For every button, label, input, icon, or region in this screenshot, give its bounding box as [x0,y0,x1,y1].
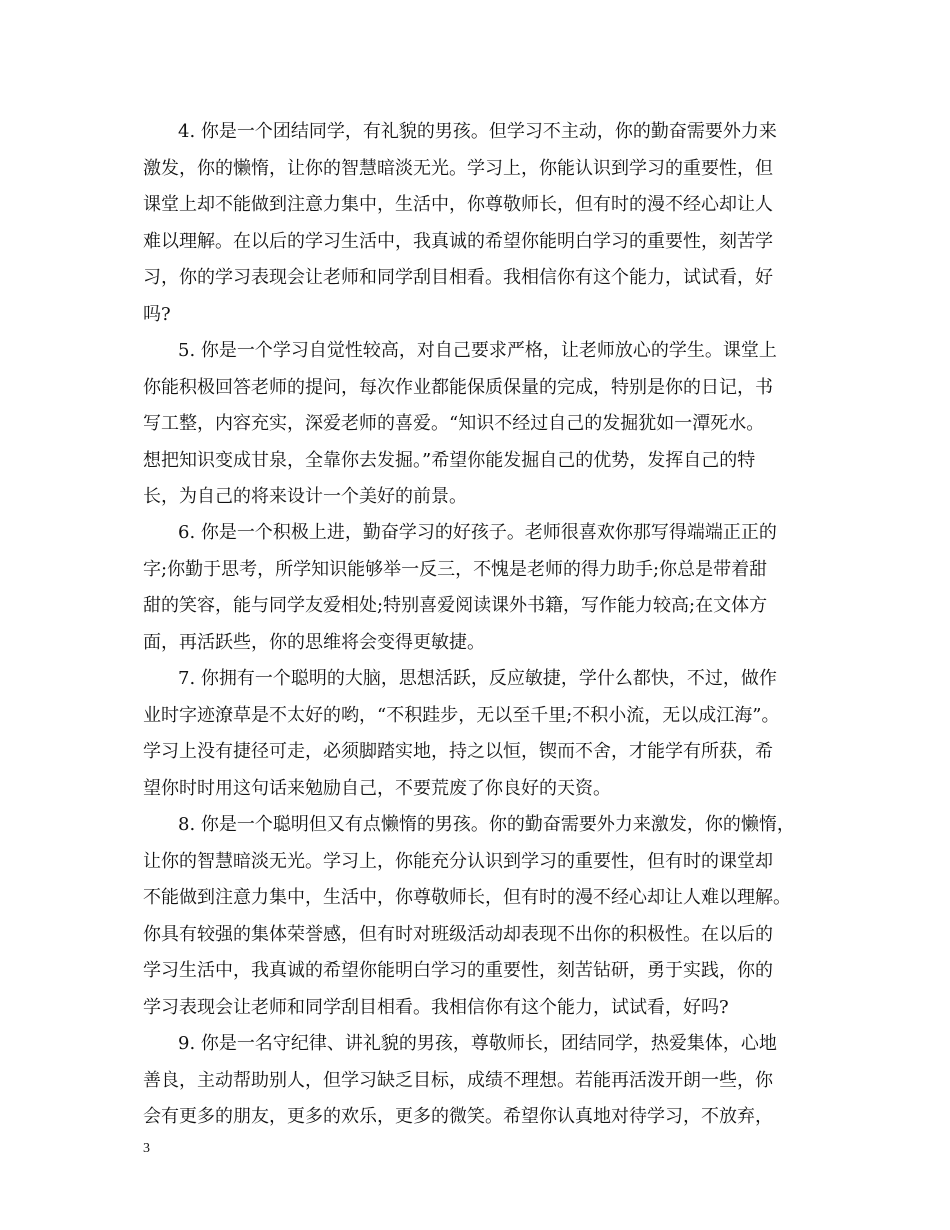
paragraph-line: 5. 你是一个学习自觉性较高，对自己要求严格，让老师放心的学生。课堂上 [178,340,777,361]
paragraph-line: 7. 你拥有一个聪明的大脑，思想活跃，反应敏捷，学什么都快，不过，做作 [178,668,777,689]
paragraph-line: 8. 你是一个聪明但又有点懒惰的男孩。你的勤奋需要外力来激发，你的懒惰， [178,814,795,835]
paragraph-line: 9. 你是一名守纪律、讲礼貌的男孩，尊敬师长，团结同学，热爱集体，心地 [178,1033,777,1054]
paragraph-line: 善良，主动帮助别人，但学习缺乏目标，成绩不理想。若能再活泼开朗一些，你 [143,1070,773,1091]
paragraph-line: 学习上没有捷径可走，必须脚踏实地，持之以恒，锲而不舍，才能学有所获，希 [143,741,773,762]
paragraph-line: 长，为自己的将来设计一个美好的前景。 [143,486,467,507]
paragraph-line: 4. 你是一个团结同学，有礼貌的男孩。但学习不主动，你的勤奋需要外力来 [178,121,777,142]
paragraph-line: 业时字迹潦草是不太好的哟，“不积跬步，无以至千里;不积小流，无以成江海”。 [143,705,780,726]
paragraph-line: 望你时时用这句话来勉励自己，不要荒废了你良好的天资。 [143,778,611,799]
paragraph-line: 学习表现会让老师和同学刮目相看。我相信你有这个能力，试试看，好吗? [143,997,729,1018]
paragraph-line: 面，再活跃些，你的思维将会变得更敏捷。 [143,632,485,653]
paragraph-line: 习，你的学习表现会让老师和同学刮目相看。我相信你有这个能力，试试看，好 [143,267,773,288]
paragraph-line: 你具有较强的集体荣誉感，但有时对班级活动却表现不出你的积极性。在以后的 [143,924,773,945]
paragraph-line: 想把知识变成甘泉，全靠你去发掘。”希望你能发掘自己的优势，发挥自己的特 [143,450,756,471]
paragraph-line: 难以理解。在以后的学习生活中，我真诚的希望你能明白学习的重要性，刻苦学 [143,231,773,252]
paragraph-line: 你能积极回答老师的提问，每次作业都能保质保量的完成，特别是你的日记，书 [143,377,773,398]
paragraph-line: 课堂上却不能做到注意力集中，生活中，你尊敬师长，但有时的漫不经心却让人 [143,194,773,215]
paragraph-line: 让你的智慧暗淡无光。学习上，你能充分认识到学习的重要性，但有时的课堂却 [143,851,773,872]
paragraph-line: 吗? [143,304,171,325]
paragraph-line: 甜的笑容，能与同学友爱相处;特别喜爱阅读课外书籍，写作能力较高;在文体方 [143,595,768,616]
paragraph-line: 会有更多的朋友，更多的欢乐，更多的微笑。希望你认真地对待学习，不放弃， [143,1106,773,1127]
paragraph-line: 写工整，内容充实，深爱老师的喜爱。“知识不经过自己的发掘犹如一潭死水。 [143,413,765,434]
paragraph-line: 字;你勤于思考，所学知识能够举一反三，不愧是老师的得力助手;你总是带着甜 [143,559,768,580]
paragraph-line: 学习生活中，我真诚的希望你能明白学习的重要性，刻苦钻研，勇于实践，你的 [143,960,773,981]
paragraph-line: 激发，你的懒惰，让你的智慧暗淡无光。学习上，你能认识到学习的重要性，但 [143,158,773,179]
page-number: 3 [143,1141,150,1156]
paragraph-line: 不能做到注意力集中，生活中，你尊敬师长，但有时的漫不经心却让人难以理解。 [143,887,791,908]
paragraph-line: 6. 你是一个积极上进，勤奋学习的好孩子。老师很喜欢你那写得端端正正的 [178,522,777,543]
